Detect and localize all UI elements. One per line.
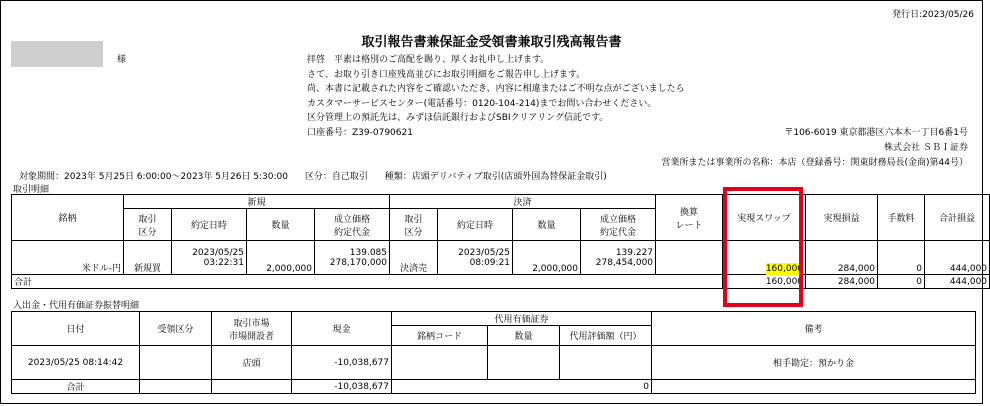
header-value: 代用評価額（円）: [560, 326, 652, 346]
greeting-line: 拝啓 平素は格別のご高配を賜り、厚くお礼申し上げます。: [307, 55, 550, 65]
transfer-sum-label: 合計: [12, 380, 140, 394]
header-new-price: [315, 209, 390, 241]
header-cash: 現金: [292, 312, 392, 346]
row-set-price: [581, 241, 656, 275]
sum-label: 合計: [12, 275, 723, 289]
row-value: [560, 346, 652, 380]
header-price-line: 約定代金: [334, 227, 371, 238]
row-set-qty: 2,000,000: [513, 241, 581, 275]
header-market-line: 市場開設者: [228, 331, 274, 342]
row-swap-highlight: 160,000: [765, 264, 804, 274]
issue-date: 発行日:2023/05/26: [892, 10, 974, 20]
header-set-datetime: 約定日時: [438, 209, 513, 241]
header-market: [212, 312, 292, 346]
period-line: [19, 169, 621, 182]
row-qty: [488, 346, 560, 380]
trade-table: [11, 194, 990, 289]
transfer-sum-note: [652, 380, 976, 394]
greeting-line: 尚、本書に記載された内容をご確認いただき、内容に相違またはご不明な点がございましたら: [307, 84, 685, 94]
branch-info: 営業所または事業所の名称：本店（登録番号：関東財務局長(金商)第44号）: [661, 158, 968, 168]
header-qty: 数量: [488, 326, 560, 346]
table-row: [12, 241, 990, 275]
trade-category: 区分：自己取引: [304, 172, 368, 182]
honorific: 様: [117, 55, 127, 65]
header-kubun-line: 取引: [404, 214, 423, 225]
row-cash: -10,038,677: [292, 346, 392, 380]
row-set-amount: 278,454,000: [595, 257, 654, 268]
trade-section-label: 取引明細: [13, 185, 50, 195]
header-securities: 代用有価証券: [392, 312, 652, 326]
header-settle: 決済: [390, 195, 656, 209]
header-new-kubun: [124, 209, 172, 241]
header-rate-line: 換算: [680, 207, 699, 218]
row-set-time: 08:09:21: [469, 257, 511, 268]
row-rate: [656, 241, 723, 275]
header-meigara: 銘柄: [12, 195, 124, 241]
greeting-text: [307, 53, 685, 126]
header-receipt: 受領区分: [140, 312, 212, 346]
annotation-box: [723, 187, 803, 307]
greeting-line: 区分管理上の預託先は、みずほ信託銀行およびSBIクリアリング信託です。: [307, 113, 609, 123]
row-total: 444,000: [925, 241, 990, 275]
transfer-table: [11, 311, 976, 394]
redacted-name: [11, 41, 103, 67]
header-code: 銘柄コード: [392, 326, 488, 346]
sum-swap: 160,000: [723, 275, 806, 289]
header-set-price: [581, 209, 656, 241]
sum-fee: 0: [878, 275, 925, 289]
header-kubun-line: 区分: [138, 227, 157, 238]
header-price-line: 成立価格: [334, 214, 371, 225]
transfer-sum-row: [12, 380, 976, 394]
header-note: 備考: [652, 312, 976, 346]
header-rate-line: レート: [675, 220, 703, 231]
header-pnl: 実現損益: [806, 195, 878, 241]
row-set-kubun: 決済売: [390, 241, 438, 275]
header-new-qty: 数量: [247, 209, 315, 241]
header-fee: 手数料: [878, 195, 925, 241]
row-code: [392, 346, 488, 380]
row-new-amount: 278,170,000: [329, 257, 388, 268]
row-new-price: [315, 241, 390, 275]
row-set-datetime: [438, 241, 513, 275]
row-new-datetime: [172, 241, 247, 275]
row-meigara: 米ドル-円: [12, 241, 124, 275]
row-new-qty: 2,000,000: [247, 241, 315, 275]
row-set-date: 2023/05/25: [458, 247, 511, 258]
trade-type: 種類：店頭デリバティブ取引(店頭外国為替保証金取引): [384, 172, 607, 182]
header-market-line: 取引市場: [233, 318, 270, 329]
trade-sum-row: [12, 275, 990, 289]
row-new-rate: 139.085: [349, 247, 388, 258]
sum-total: 444,000: [925, 275, 990, 289]
row-new-date: 2023/05/25: [192, 247, 244, 258]
transfer-sum-empty: [140, 380, 212, 394]
header-new: 新規: [124, 195, 390, 209]
row-new-kubun: 新規買: [124, 241, 172, 275]
transfer-section-label: 入出金・代用有価証券振替明細: [13, 301, 140, 311]
row-fee: 0: [878, 241, 925, 275]
target-period: 対象期間：2023年 5月25日 6:00:00～2023年 5月26日 5:30:00: [19, 172, 288, 182]
header-price-line: 成立価格: [600, 214, 637, 225]
header-rate: [656, 195, 723, 241]
report-title: 取引報告書兼保証金受領書兼取引残高報告書: [361, 35, 622, 50]
row-market: 店頭: [212, 346, 292, 380]
row-new-time: 03:22:31: [203, 257, 244, 268]
company-address: 〒106-6019 東京都港区六本木一丁目6番1号: [784, 128, 968, 138]
header-date: 日付: [12, 312, 140, 346]
row-receipt: [140, 346, 212, 380]
table-row: [12, 346, 976, 380]
header-price-line: 約定代金: [600, 227, 637, 238]
sum-pnl: 284,000: [806, 275, 878, 289]
header-new-datetime: 約定日時: [172, 209, 247, 241]
header-kubun-line: 区分: [404, 227, 423, 238]
transfer-sum-cash: -10,038,677: [292, 380, 392, 394]
row-pnl: 284,000: [806, 241, 878, 275]
account-number: 口座番号：Z39-0790621: [307, 128, 413, 138]
transfer-sum-empty: [212, 380, 292, 394]
header-total: 合計損益: [925, 195, 990, 241]
company-name: 株式会社 ＳＢＩ証券: [884, 143, 968, 153]
greeting-line: さて、お取り引き口座残高並びにお取引明細をご報告申し上げます。: [307, 69, 586, 80]
header-kubun-line: 取引: [138, 214, 157, 225]
header-set-qty: 数量: [513, 209, 581, 241]
row-date: 2023/05/25 08:14:42: [12, 346, 140, 380]
header-set-kubun: [390, 209, 438, 241]
row-set-rate: 139.227: [615, 247, 654, 258]
row-note: 相手勘定：預かり金: [652, 346, 976, 380]
greeting-line: カスタマーサービスセンター(電話番号：0120-104-214)までお問い合わせください。: [307, 98, 657, 109]
transfer-sum-value: 0: [392, 380, 652, 394]
header-swap: 実現スワップ: [723, 195, 806, 241]
